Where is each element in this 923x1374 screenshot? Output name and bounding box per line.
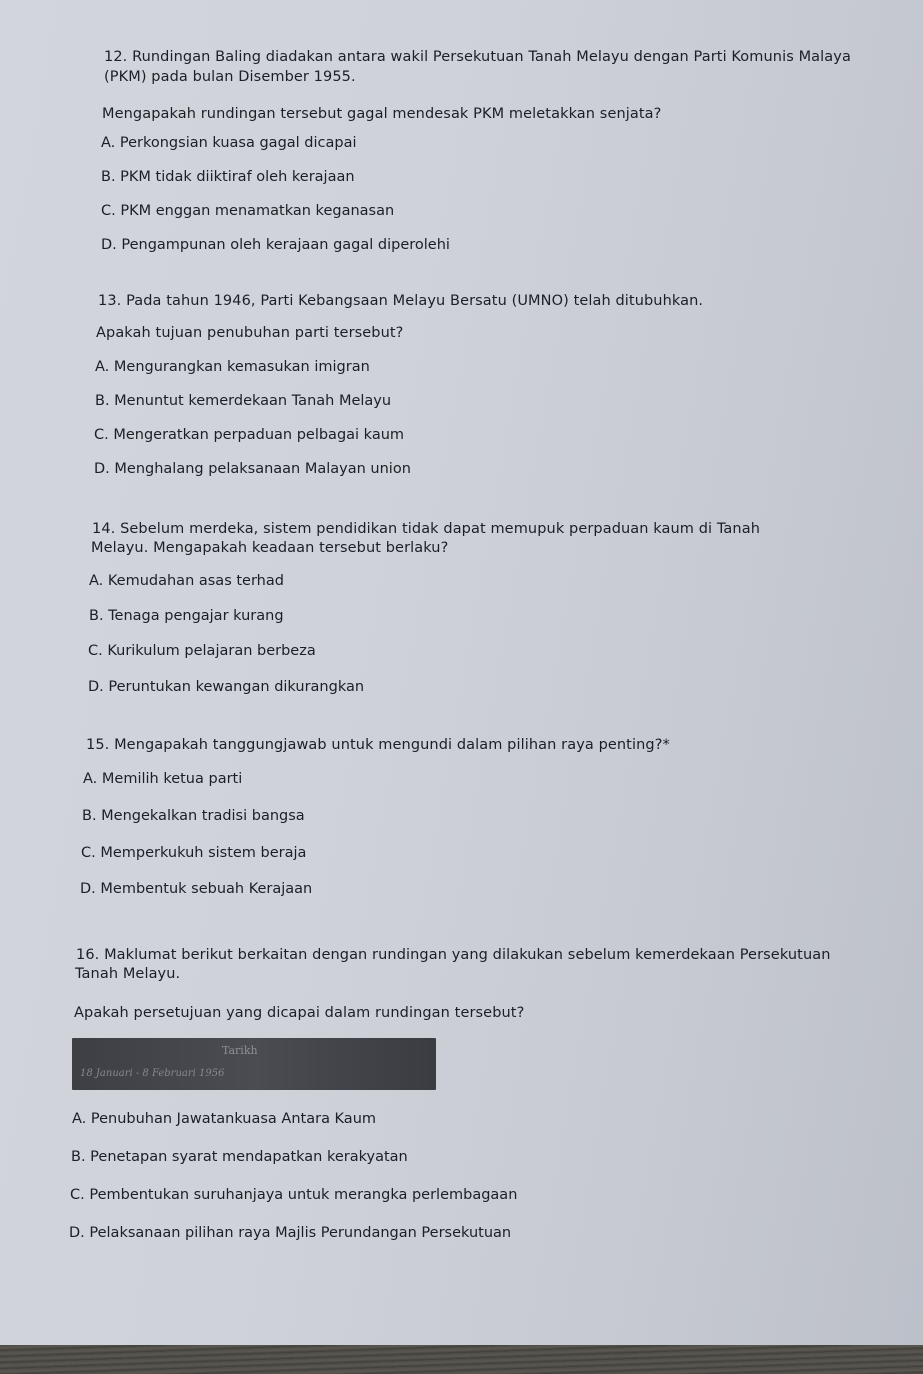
question-16-line-1: 16. Maklumat berikut berkaitan dengan rundingan yang dilakukan sebelum kemerdekaan Persekutuan xyxy=(76,947,831,963)
question-13-option-c: C. Mengeratkan perpaduan pelbagai kaum xyxy=(94,427,405,443)
question-13-option-b: B. Menuntut kemerdekaan Tanah Melayu xyxy=(95,393,392,409)
question-13-option-d: D. Menghalang pelaksanaan Malayan union xyxy=(94,461,411,477)
question-12-line-1: 12. Rundingan Baling diadakan antara wakil Persekutuan Tanah Melayu dengan Parti Komunis Malaya xyxy=(104,49,851,65)
question-13-prompt: Apakah tujuan penubuhan parti tersebut? xyxy=(96,325,404,341)
information-box xyxy=(72,1038,436,1090)
question-12-option-c: C. PKM enggan menamatkan keganasan xyxy=(101,203,395,219)
question-12-prompt: Mengapakah rundingan tersebut gagal mendesak PKM meletakkan senjata? xyxy=(102,106,662,122)
question-14-option-c: C. Kurikulum pelajaran berbeza xyxy=(88,643,316,659)
question-15-option-c: C. Memperkukuh sistem beraja xyxy=(81,845,307,861)
question-13-line-1: 13. Pada tahun 1946, Parti Kebangsaan Melayu Bersatu (UMNO) telah ditubuhkan. xyxy=(98,293,704,309)
information-box-title: Tarikh xyxy=(222,1044,258,1057)
question-16-prompt: Apakah persetujuan yang dicapai dalam rundingan tersebut? xyxy=(74,1005,525,1021)
table-surface xyxy=(0,1345,923,1374)
question-14-option-b: B. Tenaga pengajar kurang xyxy=(89,608,284,624)
question-16-option-c: C. Pembentukan suruhanjaya untuk merangka perlembagaan xyxy=(70,1187,518,1203)
question-15-option-a: A. Memilih ketua parti xyxy=(83,771,243,787)
question-13-option-a: A. Mengurangkan kemasukan imigran xyxy=(95,359,370,375)
question-12-option-b: B. PKM tidak diiktiraf oleh kerajaan xyxy=(101,169,355,185)
information-box-row: 18 Januari - 8 Februari 1956 xyxy=(80,1068,225,1079)
question-15-line-1: 15. Mengapakah tanggungjawab untuk mengundi dalam pilihan raya penting?* xyxy=(86,737,670,753)
question-12-option-a: A. Perkongsian kuasa gagal dicapai xyxy=(101,135,357,151)
question-14-option-a: A. Kemudahan asas terhad xyxy=(89,573,284,589)
question-16-line-2: Tanah Melayu. xyxy=(75,966,181,982)
question-16-option-b: B. Penetapan syarat mendapatkan kerakyatan xyxy=(71,1149,408,1165)
question-14-line-2: Melayu. Mengapakah keadaan tersebut berlaku? xyxy=(91,540,449,556)
question-15-option-d: D. Membentuk sebuah Kerajaan xyxy=(80,881,313,897)
question-12-line-2: (PKM) pada bulan Disember 1955. xyxy=(104,69,356,85)
question-16-option-a: A. Penubuhan Jawatankuasa Antara Kaum xyxy=(72,1111,377,1127)
question-12-option-d: D. Pengampunan oleh kerajaan gagal diperolehi xyxy=(101,237,450,253)
question-14-line-1: 14. Sebelum merdeka, sistem pendidikan tidak dapat memupuk perpaduan kaum di Tanah xyxy=(92,521,760,537)
question-15-option-b: B. Mengekalkan tradisi bangsa xyxy=(82,808,305,824)
question-14-option-d: D. Peruntukan kewangan dikurangkan xyxy=(88,679,365,695)
question-16-option-d: D. Pelaksanaan pilihan raya Majlis Perundangan Persekutuan xyxy=(69,1225,512,1241)
